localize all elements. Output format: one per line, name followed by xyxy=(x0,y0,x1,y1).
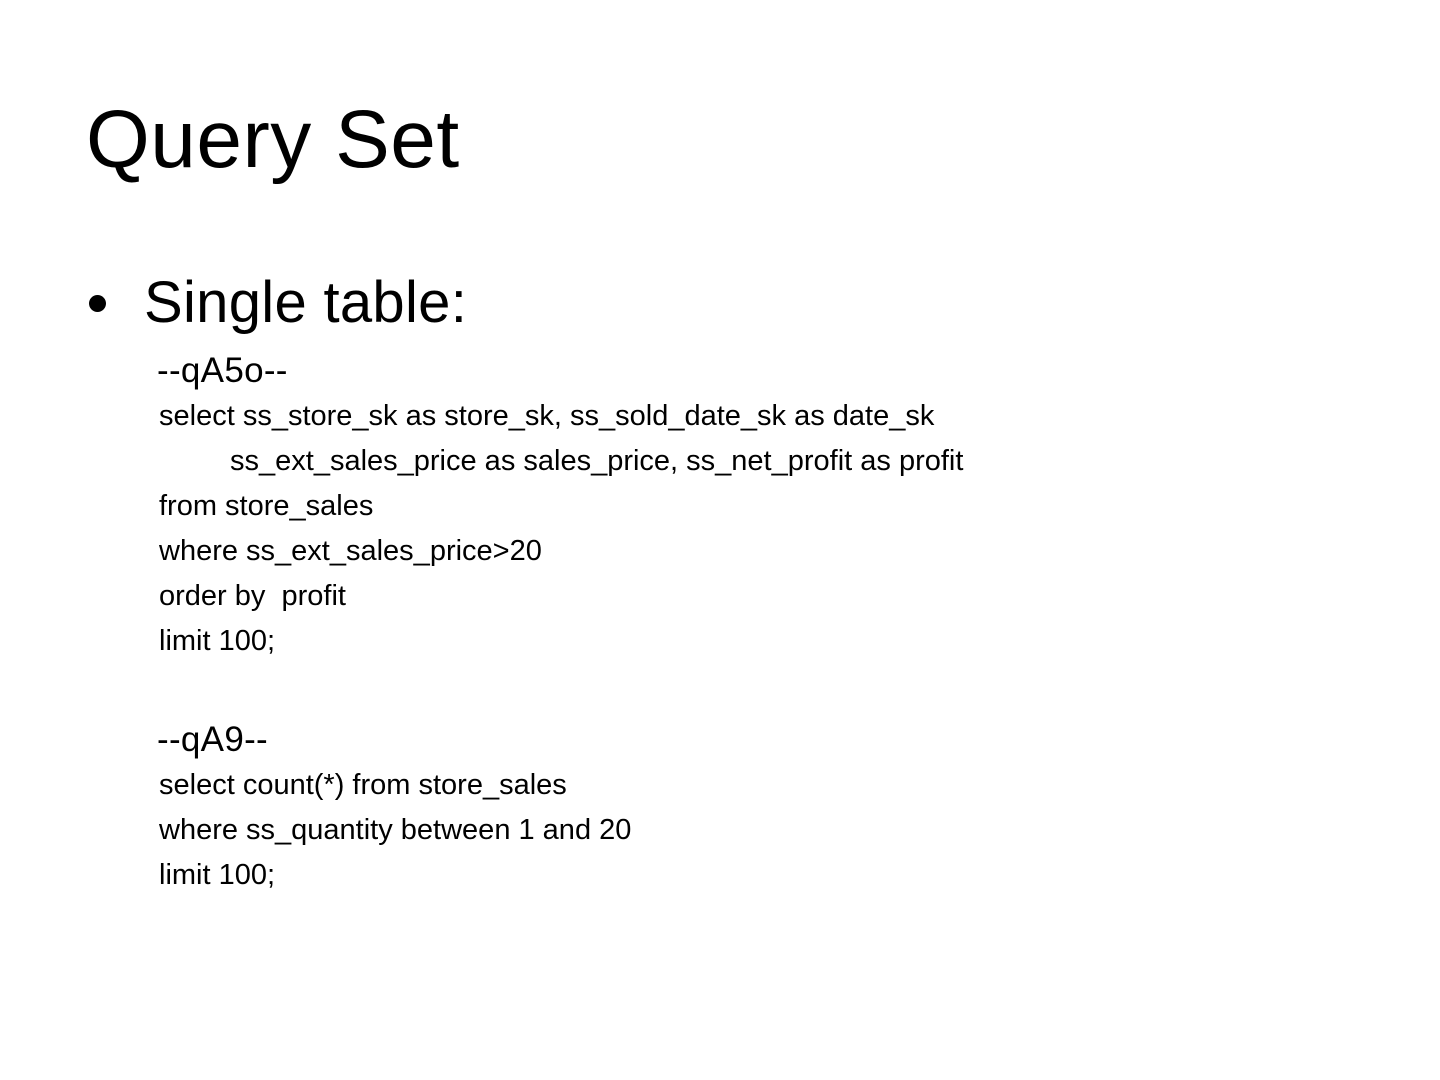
code-line: limit 100; xyxy=(159,625,276,657)
code-line: order by profit xyxy=(159,580,346,612)
query-block-qa9 xyxy=(157,717,631,898)
code-line: where ss_quantity between 1 and 20 xyxy=(159,814,632,846)
code-line: select count(*) from store_sales xyxy=(159,769,567,801)
code-line: limit 100; xyxy=(159,859,276,891)
bullet-item xyxy=(86,268,467,338)
code-line: where ss_ext_sales_price>20 xyxy=(159,535,542,567)
code-line: from store_sales xyxy=(159,490,374,522)
query-block-qa5o xyxy=(157,348,963,664)
query-label: --qA5o-- xyxy=(157,351,288,390)
slide-title: Query Set xyxy=(86,94,460,185)
query-label: --qA9-- xyxy=(157,720,268,759)
bullet-dot-icon xyxy=(89,295,106,312)
code-line: ss_ext_sales_price as sales_price, ss_net_profit as profit xyxy=(230,445,964,477)
code-line: select ss_store_sk as store_sk, ss_sold_date_sk as date_sk xyxy=(159,400,935,432)
bullet-text: Single table: xyxy=(144,270,468,335)
